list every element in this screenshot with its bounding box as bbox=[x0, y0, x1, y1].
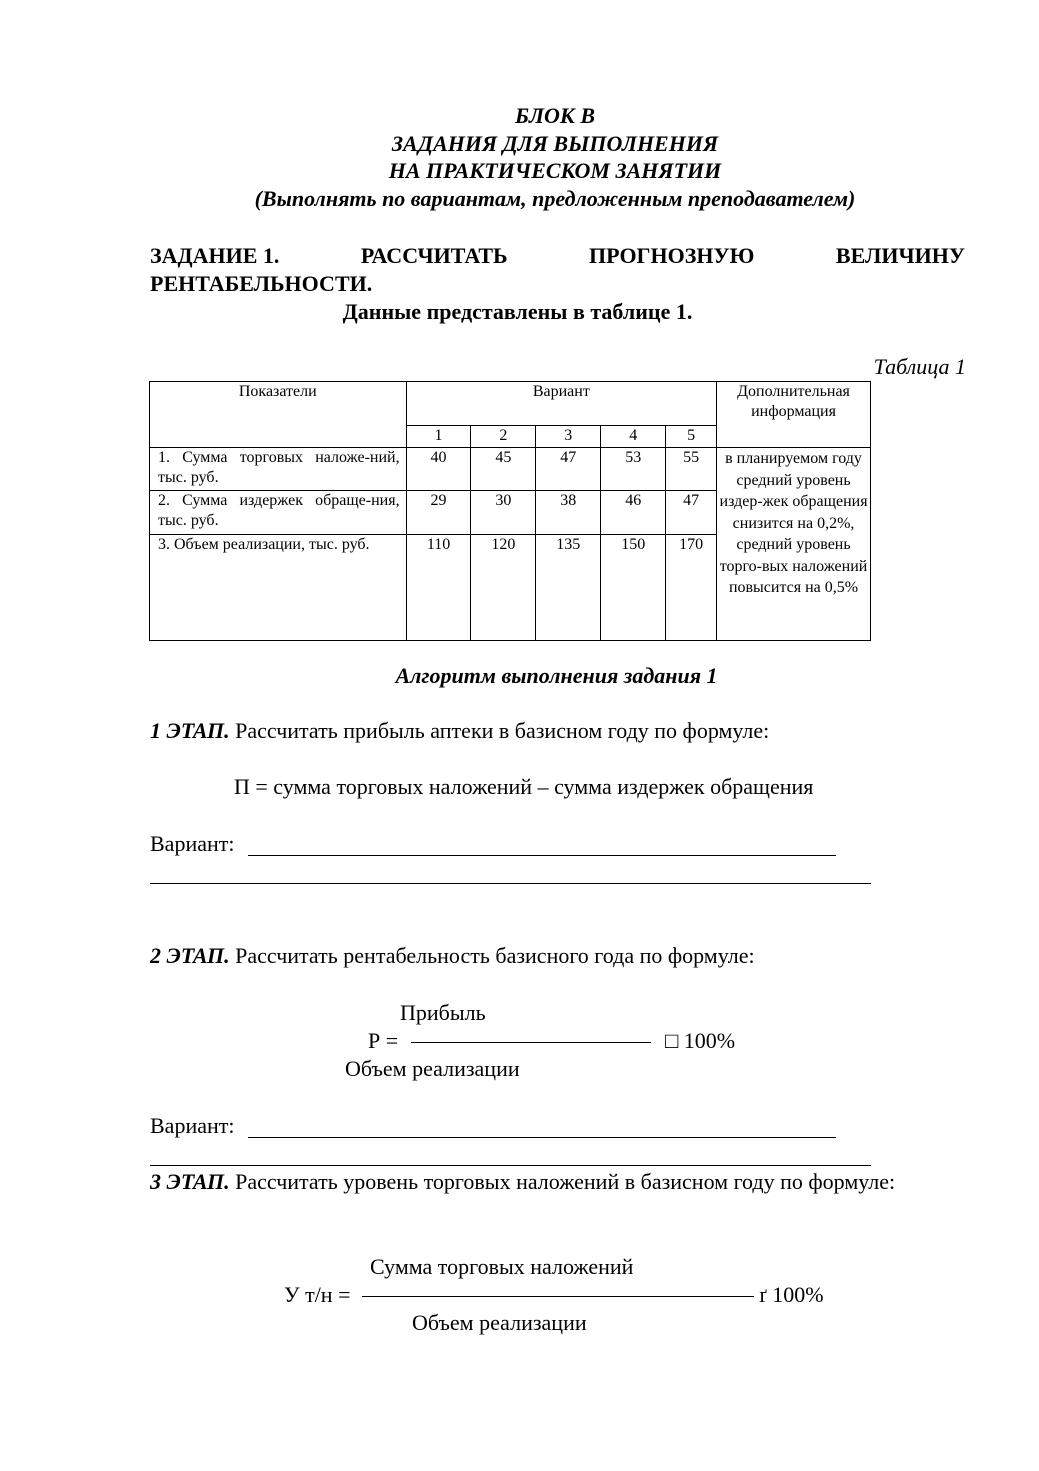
table-caption: Таблица 1 bbox=[873, 354, 966, 379]
stage-1-label: 1 ЭТАП. bbox=[150, 718, 230, 743]
algorithm-title: Алгоритм выполнения задания 1 bbox=[395, 663, 718, 688]
stage-2-variant-label: Вариант: bbox=[150, 1113, 235, 1138]
task-title bbox=[150, 243, 965, 268]
stage-1-answer-line-1[interactable] bbox=[248, 855, 836, 856]
task-title-word-1: ЗАДАНИЕ 1. bbox=[150, 243, 280, 268]
table-cell: 47 bbox=[536, 448, 601, 491]
task-title-word-2: РАССЧИТАТЬ bbox=[360, 243, 508, 268]
stage-2-multiplier: □ 100% bbox=[665, 1028, 736, 1053]
task-title-word-4: ВЕЛИЧИНУ bbox=[835, 243, 965, 268]
task-title-word-3: ПРОГНОЗНУЮ bbox=[589, 243, 755, 268]
table-cell: 135 bbox=[536, 535, 601, 641]
stage-2-denominator: Объем реализации bbox=[345, 1056, 520, 1081]
header-line-1: БЛОК В bbox=[514, 103, 596, 128]
variant-number: 5 bbox=[666, 426, 717, 448]
header-additional-info: Дополнительная информация bbox=[717, 382, 871, 448]
stage-3-denominator: Объем реализации bbox=[412, 1310, 587, 1335]
task-title-line-2: РЕНТАБЕЛЬНОСТИ. bbox=[150, 271, 373, 296]
stage-3-text: Рассчитать уровень торговых наложений в базисном году по формуле: bbox=[235, 1169, 896, 1194]
header-line-4: (Выполнять по вариантам, предложенным преподавателем) bbox=[254, 186, 856, 211]
stage-2-answer-line-1[interactable] bbox=[248, 1137, 836, 1138]
stage-2-label: 2 ЭТАП. bbox=[150, 943, 230, 968]
variant-number: 3 bbox=[536, 426, 601, 448]
table-row bbox=[150, 448, 871, 491]
header-indicators: Показатели bbox=[150, 382, 407, 448]
header-line-2: ЗАДАНИЯ ДЛЯ ВЫПОЛНЕНИЯ bbox=[391, 131, 719, 156]
stage-2-answer-line-2[interactable] bbox=[150, 1165, 871, 1166]
stage-1-formula: П = сумма торговых наложений – сумма издержек обращения bbox=[234, 774, 814, 799]
stage-3-lhs: У т/н = bbox=[284, 1282, 351, 1307]
variant-number: 2 bbox=[471, 426, 536, 448]
variant-number: 4 bbox=[601, 426, 666, 448]
table-cell: 38 bbox=[536, 491, 601, 535]
task-subtitle: Данные представлены в таблице 1. bbox=[342, 299, 693, 324]
table-cell: 150 bbox=[601, 535, 666, 641]
table-cell: 110 bbox=[406, 535, 471, 641]
table-cell: 47 bbox=[666, 491, 717, 535]
table-cell: 53 bbox=[601, 448, 666, 491]
row-label: 2. Сумма издержек обраще-ния, тыс. руб. bbox=[150, 491, 407, 535]
table-cell: 170 bbox=[666, 535, 717, 641]
variant-number: 1 bbox=[406, 426, 471, 448]
table-cell: 29 bbox=[406, 491, 471, 535]
stage-1-answer-line-2[interactable] bbox=[150, 883, 871, 884]
stage-1-text: Рассчитать прибыль аптеки в базисном году по формуле: bbox=[235, 718, 770, 743]
table-cell: 46 bbox=[601, 491, 666, 535]
stage-1-variant-label: Вариант: bbox=[150, 831, 235, 856]
table-cell: 120 bbox=[471, 535, 536, 641]
header-line-3: НА ПРАКТИЧЕСКОМ ЗАНЯТИИ bbox=[388, 158, 722, 183]
header-variant: Вариант bbox=[406, 382, 716, 426]
table-cell: 45 bbox=[471, 448, 536, 491]
data-table bbox=[149, 381, 871, 641]
row-label: 3. Объем реализации, тыс. руб. bbox=[150, 535, 407, 641]
stage-2-heading bbox=[150, 943, 755, 969]
stage-3-numerator: Сумма торговых наложений bbox=[370, 1254, 634, 1279]
stage-3-fraction-bar bbox=[362, 1296, 754, 1297]
stage-1-heading bbox=[150, 718, 769, 744]
stage-3-heading bbox=[150, 1169, 965, 1195]
stage-2-text: Рассчитать рентабельность базисного года по формуле: bbox=[235, 943, 755, 968]
stage-2-lhs: Р = bbox=[368, 1028, 399, 1053]
additional-info-cell: в планируемом году средний уровень издер-жек обращения снизится на 0,2%, средний уровень торго-вых наложений повысится на 0,5% bbox=[717, 448, 871, 641]
table-cell: 30 bbox=[471, 491, 536, 535]
stage-2-fraction-bar bbox=[411, 1042, 651, 1043]
stage-3-multiplier: ґ 100% bbox=[759, 1282, 824, 1307]
stage-3-label: 3 ЭТАП. bbox=[150, 1169, 230, 1194]
stage-2-numerator: Прибыль bbox=[400, 1000, 486, 1025]
table-cell: 55 bbox=[666, 448, 717, 491]
table-cell: 40 bbox=[406, 448, 471, 491]
row-label: 1. Сумма торговых наложе-ний, тыс. руб. bbox=[150, 448, 407, 491]
